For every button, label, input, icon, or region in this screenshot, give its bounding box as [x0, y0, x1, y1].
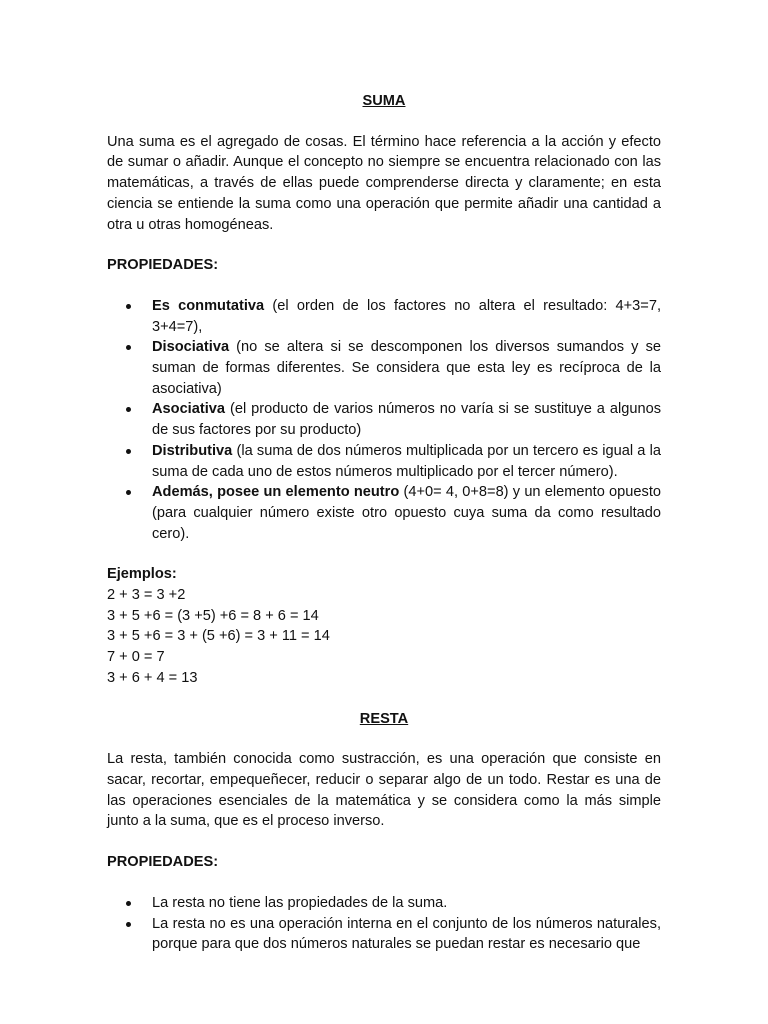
- property-term: Asociativa: [152, 401, 226, 418]
- resta-properties-list: [107, 893, 661, 955]
- suma-properties-label: PROPIEDADES:: [107, 257, 219, 274]
- property-text: (la suma de dos números multiplicada por un tercero es igual a la suma de cada uno de estos números multiplicado por el tercer número).: [152, 442, 661, 480]
- suma-examples: [107, 564, 661, 688]
- example-line: 3 + 5 +6 = 3 + (5 +6) = 3 + 11 = 14: [107, 628, 330, 645]
- resta-properties-label: PROPIEDADES:: [107, 854, 219, 871]
- list-item: La resta no tiene las propiedades de la suma.: [152, 893, 661, 914]
- example-line: 7 + 0 = 7: [107, 649, 165, 666]
- list-item: [152, 482, 661, 544]
- property-term: Es conmutativa: [152, 297, 265, 314]
- suma-title: SUMA: [362, 93, 406, 109]
- examples-label: Ejemplos:: [107, 566, 177, 583]
- property-text: (el producto de varios números no varía si se sustituye a algunos de sus factores por su producto): [152, 401, 661, 439]
- resta-intro-paragraph: La resta, también conocida como sustracción, es una operación que consiste en sacar, recortar, empequeñecer, reducir o separar algo de un todo. Restar es una de las operaciones esenciales de la matemática y se considera como la más simple junto a la suma, que es el proceso inverso.: [107, 751, 661, 830]
- suma-properties-list: [107, 296, 661, 544]
- list-item: [152, 441, 661, 482]
- example-line: 2 + 3 = 3 +2: [107, 587, 186, 604]
- suma-intro-paragraph: Una suma es el agregado de cosas. El término hace referencia a la acción y efecto de sumar o añadir. Aunque el concepto no siempre se encuentra relacionado con las matemáticas, a través de ellas puede comprenderse directa y claramente; en esta ciencia se entiende la suma como una operación que permite añadir una cantidad a otra u otras homogéneas.: [107, 133, 661, 233]
- list-item: [152, 399, 661, 440]
- property-text: (el orden de los factores no altera el resultado: 4+3=7, 3+4=7),: [152, 297, 661, 335]
- property-text: (4+0= 4, 0+8=8) y un elemento opuesto (para cualquier número existe otro opuesto cuya suma da como resultado cero).: [152, 484, 661, 542]
- property-term: Distributiva: [152, 442, 233, 459]
- list-item: [152, 296, 661, 337]
- list-item: [152, 337, 661, 399]
- example-line: 3 + 5 +6 = (3 +5) +6 = 8 + 6 = 14: [107, 607, 319, 624]
- property-text: (no se altera si se descomponen los diversos sumandos y se suman de formas diferentes. Se considera que esta ley es recíproca de la asociativa): [152, 339, 661, 397]
- list-item: La resta no es una operación interna en el conjunto de los números naturales, porque para que dos números naturales se puedan restar es necesario que: [152, 914, 661, 955]
- property-term: Disociativa: [152, 339, 230, 356]
- property-term: Además, posee un elemento neutro: [152, 484, 400, 501]
- resta-title: RESTA: [359, 710, 409, 727]
- example-line: 3 + 6 + 4 = 13: [107, 669, 198, 686]
